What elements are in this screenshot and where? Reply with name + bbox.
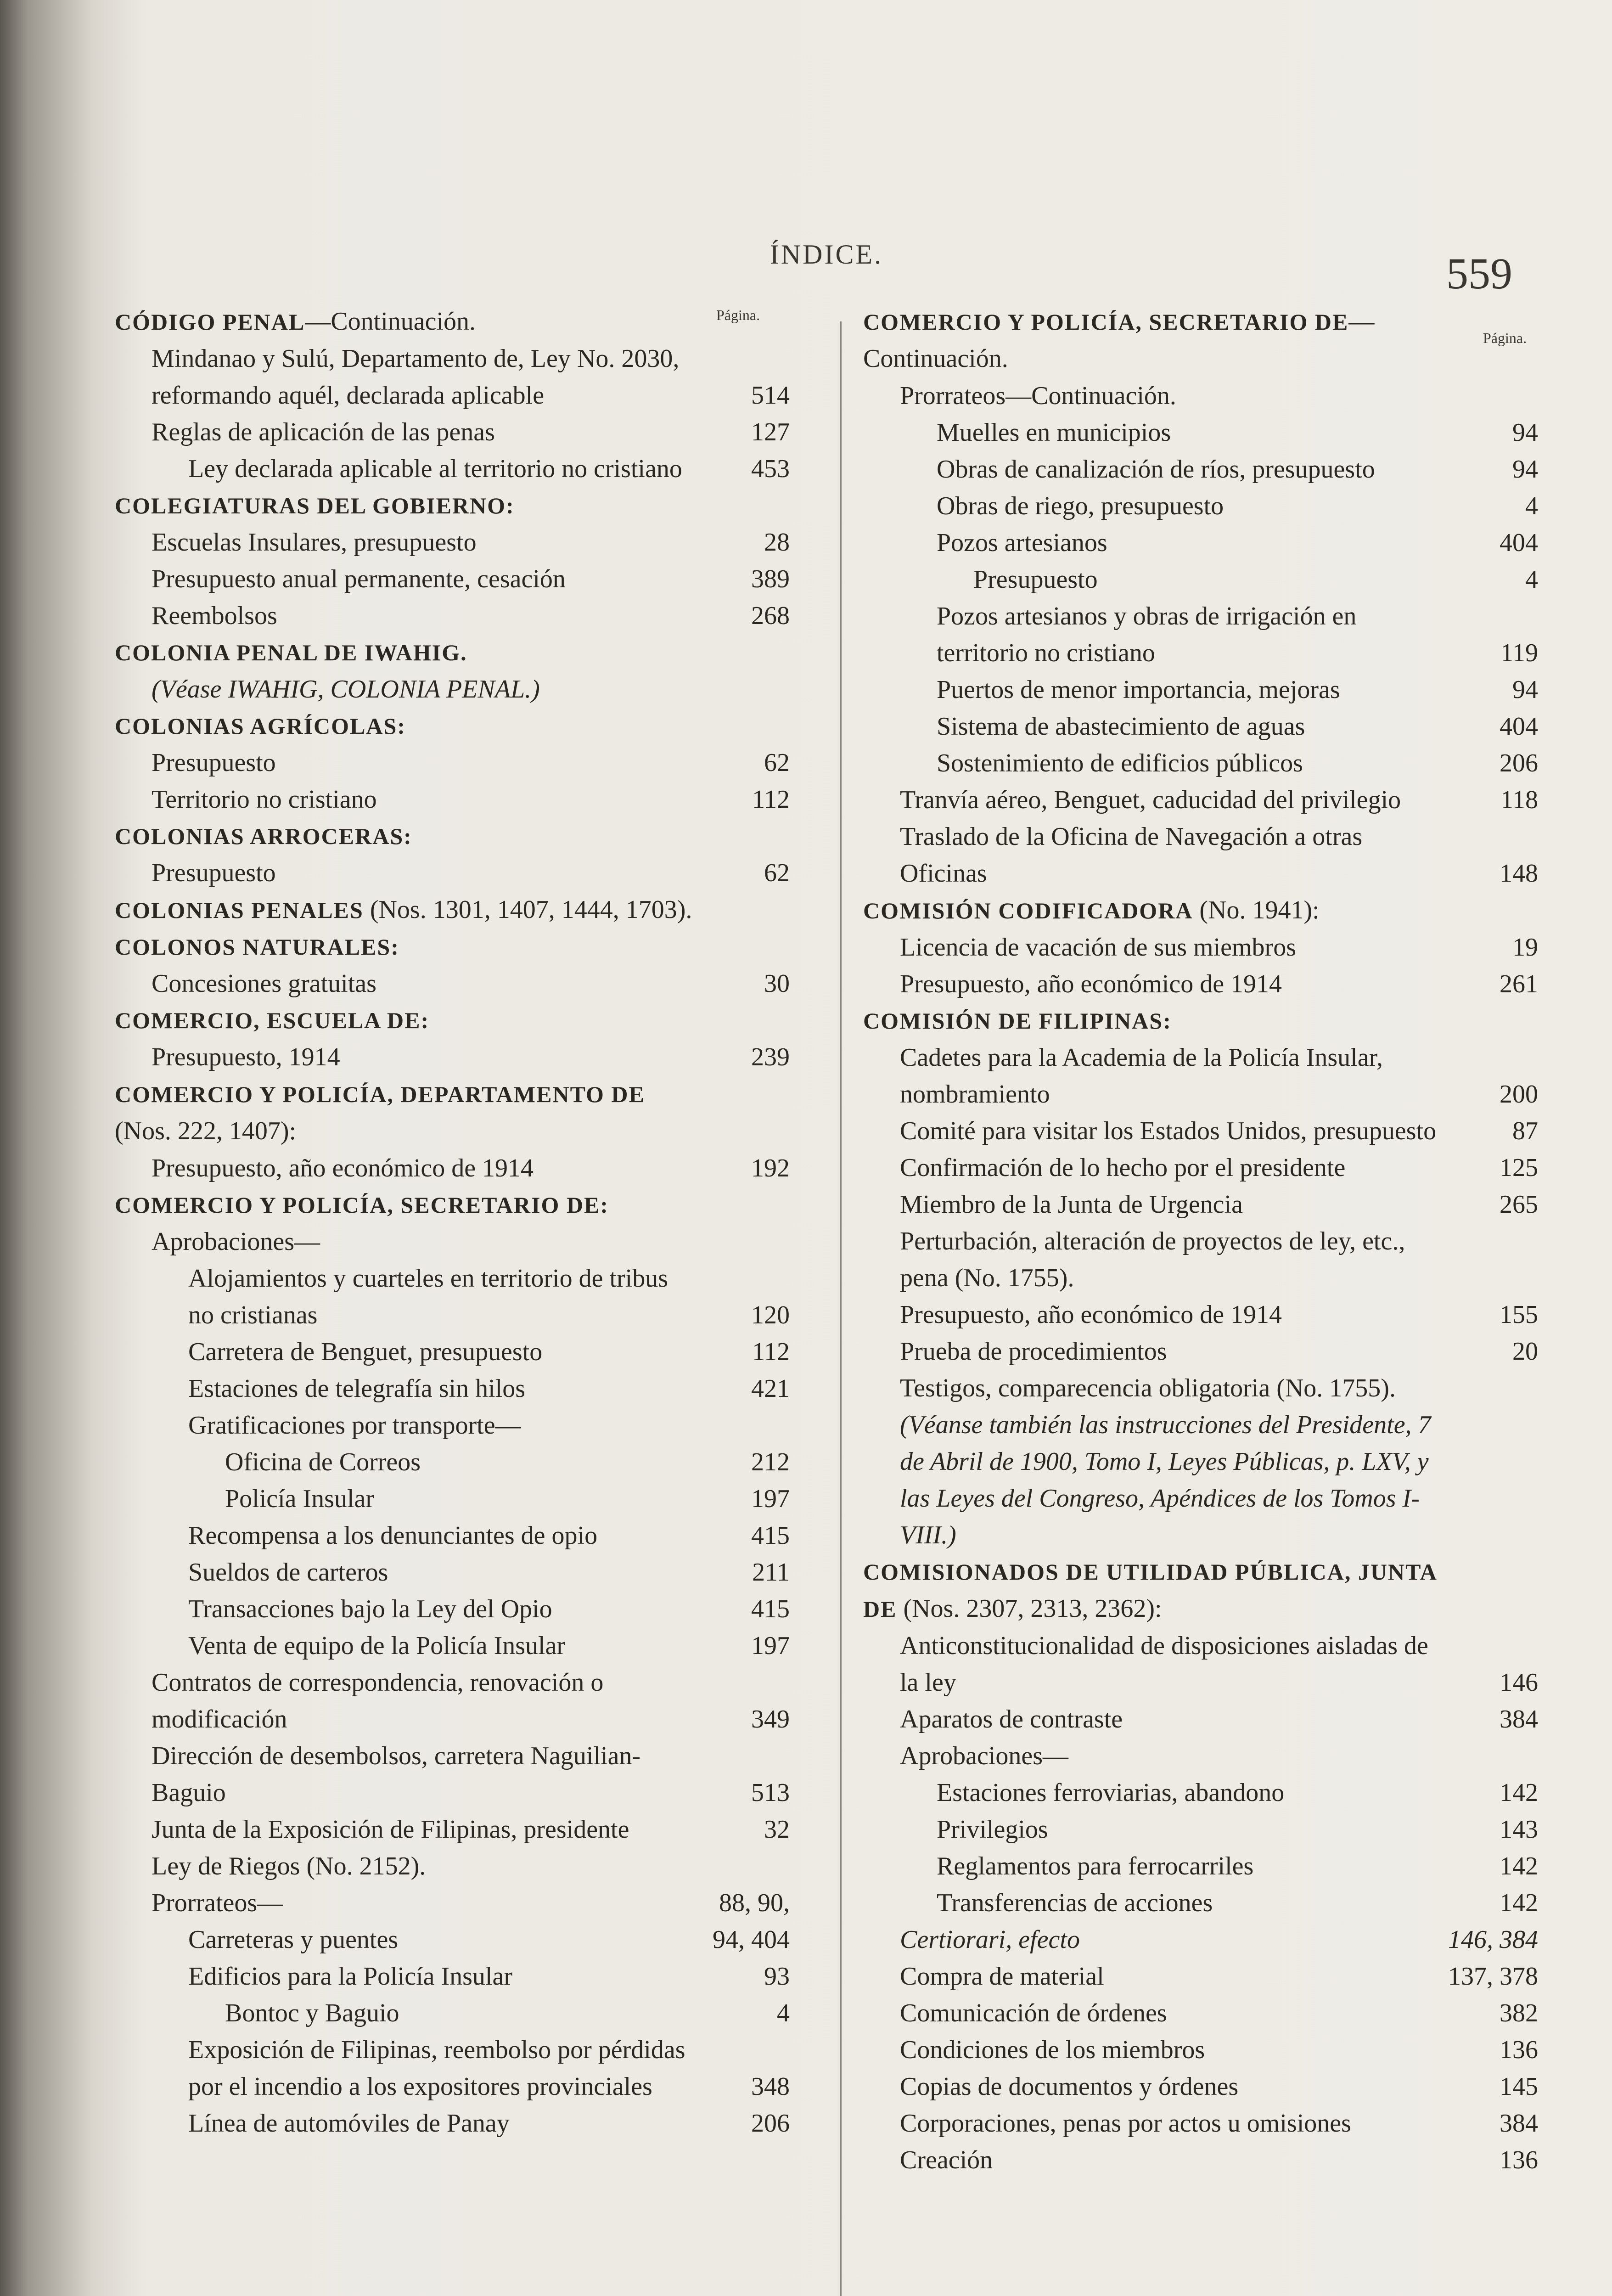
page-reference: 192 <box>751 1154 790 1182</box>
index-entry <box>863 1113 1538 1149</box>
index-entry <box>863 708 1538 745</box>
entry-text: Cadetes para la Academia de la Policía Insular, nombramiento <box>900 1043 1383 1109</box>
page-reference: 88, 90, 94, 404 <box>713 1889 790 1954</box>
index-entry <box>115 340 790 414</box>
entry-text: Carreteras y puentes <box>188 1925 399 1954</box>
index-heading <box>115 634 790 671</box>
entry-text: Estaciones ferroviarias, abandono <box>937 1778 1285 1807</box>
column-divider <box>840 321 842 2296</box>
index-entry <box>115 1591 790 1627</box>
entry-text: Corporaciones, penas por actos u omisiones <box>900 2109 1351 2138</box>
entry-text: Obras de riego, presupuesto <box>937 492 1224 520</box>
index-entry <box>863 1149 1538 1186</box>
left-column <box>115 303 790 2142</box>
index-heading <box>115 1075 790 1150</box>
page-reference: 197 <box>751 1632 790 1660</box>
entry-text: Junta de la Exposición de Filipinas, presidente <box>152 1815 629 1844</box>
index-entry <box>863 451 1538 488</box>
entry-text: Presupuesto <box>152 748 276 777</box>
index-entry <box>863 598 1538 671</box>
entry-text: Estaciones de telegrafía sin hilos <box>188 1374 525 1403</box>
index-entry <box>863 2032 1538 2068</box>
index-entry <box>115 1444 790 1480</box>
entry-text: Territorio no cristiano <box>152 785 377 814</box>
entry-text: Tranvía aéreo, Benguet, caducidad del privilegio <box>900 786 1401 814</box>
index-entry <box>115 414 790 450</box>
index-entry <box>863 1774 1538 1811</box>
page-reference: 261 <box>1500 970 1538 998</box>
entry-text: Certiorari, efecto <box>900 1925 1080 1954</box>
entry-text: Presupuesto, año económico de 1914 <box>900 970 1282 998</box>
page-reference: 197 <box>751 1485 790 1513</box>
index-entry <box>115 1039 790 1075</box>
entry-text: Presupuesto, año económico de 1914 <box>900 1300 1282 1329</box>
index-entry <box>863 1848 1538 1885</box>
page-reference: 146 <box>1500 1668 1538 1697</box>
page-reference: 206 <box>1500 749 1538 777</box>
index-heading <box>863 1553 1538 1627</box>
heading-detail: —Continuación. <box>863 307 1375 373</box>
entry-text: Comunicación de órdenes <box>900 1999 1167 2027</box>
entry-text: Puertos de menor importancia, mejoras <box>937 675 1340 704</box>
entry-text: Reembolsos <box>152 602 277 630</box>
page-reference: 118 <box>1500 786 1538 814</box>
entry-text: Muelles en municipios <box>937 418 1171 447</box>
entry-text: Copias de documentos y órdenes <box>900 2072 1239 2101</box>
index-entry <box>115 855 790 891</box>
heading-text: CÓDIGO PENAL <box>115 309 305 335</box>
index-entry <box>863 1701 1538 1738</box>
page-reference: 513 <box>751 1778 790 1807</box>
index-entry <box>863 1186 1538 1223</box>
heading-text: COMISIÓN DE FILIPINAS: <box>863 1008 1172 1034</box>
heading-text: COLONOS NATURALES: <box>115 934 399 960</box>
entry-text: Gratificaciones por transporte— <box>188 1411 521 1440</box>
entry-text: Presupuesto anual permanente, cesación <box>152 565 566 593</box>
heading-text: COMISIONADOS DE UTILIDAD PÚBLICA, JUNTA DE <box>863 1559 1437 1622</box>
index-heading <box>863 303 1538 377</box>
page-reference: 453 <box>751 455 790 483</box>
index-entry <box>863 1921 1538 1958</box>
page-reference: 239 <box>751 1043 790 1071</box>
index-entry <box>863 1885 1538 1921</box>
entry-text: Reglamentos para ferrocarriles <box>937 1852 1254 1880</box>
index-entry <box>863 2142 1538 2178</box>
heading-text: COMERCIO Y POLICÍA, SECRETARIO DE: <box>115 1192 609 1218</box>
index-entry <box>115 1885 790 1921</box>
page-reference: 155 <box>1500 1300 1538 1329</box>
index-entry <box>863 1039 1538 1113</box>
index-entry <box>115 1407 790 1444</box>
page-reference: 142 <box>1500 1778 1538 1807</box>
index-entry <box>115 671 790 708</box>
index-entry <box>115 597 790 634</box>
page-reference: 200 <box>1500 1080 1538 1109</box>
page-reference: 146, 384 <box>1448 1925 1538 1954</box>
page-reference: 384 <box>1500 2109 1538 2138</box>
page-reference: 382 <box>1500 1999 1538 2027</box>
page-reference: 19 <box>1512 933 1538 962</box>
index-entry <box>863 561 1538 598</box>
heading-detail: (Nos. 222, 1407): <box>115 1117 297 1145</box>
index-entry <box>115 1554 790 1591</box>
entry-text: Creación <box>900 2146 993 2174</box>
index-entry <box>115 1811 790 1848</box>
index-entry <box>115 1334 790 1370</box>
heading-text: COLONIAS ARROCERAS: <box>115 823 412 849</box>
heading-text: COMERCIO, ESCUELA DE: <box>115 1007 430 1033</box>
index-entry <box>863 1738 1538 1774</box>
index-entry <box>115 965 790 1002</box>
entry-text: Policía Insular <box>225 1485 375 1513</box>
entry-text: Sistema de abastecimiento de aguas <box>937 712 1305 741</box>
entry-text: Prorrateos—Continuación. <box>900 382 1176 410</box>
entry-text: Anticonstitucionalidad de disposiciones aisladas de la ley <box>900 1632 1428 1697</box>
page-reference: 384 <box>1500 1705 1538 1733</box>
index-heading <box>115 708 790 744</box>
page-reference: 415 <box>751 1595 790 1623</box>
index-entry <box>863 671 1538 708</box>
page-reference: 112 <box>752 785 790 814</box>
page-reference: 268 <box>751 602 790 630</box>
index-entry <box>863 488 1538 524</box>
heading-text: COLEGIATURAS DEL GOBIERNO: <box>115 493 515 518</box>
page-reference: 265 <box>1500 1190 1538 1219</box>
page-reference: 94 <box>1512 455 1538 484</box>
page-reference: 94 <box>1512 418 1538 447</box>
heading-detail: —Continuación. <box>305 307 476 336</box>
index-entry <box>115 781 790 818</box>
page-reference: 348 <box>751 2072 790 2101</box>
index-heading <box>115 487 790 524</box>
index-entry <box>863 377 1538 414</box>
index-heading <box>115 891 790 929</box>
left-page-label: Página. <box>716 307 760 323</box>
index-entry <box>115 2032 790 2105</box>
entry-text: Aprobaciones— <box>900 1742 1069 1770</box>
index-entry <box>863 2105 1538 2142</box>
index-entry <box>115 1223 790 1260</box>
index-entry <box>115 744 790 781</box>
index-entry <box>863 1627 1538 1701</box>
heading-text: COLONIAS AGRÍCOLAS: <box>115 713 406 739</box>
index-entry <box>863 1407 1538 1553</box>
index-entry <box>115 1627 790 1664</box>
index-entry <box>115 1260 790 1334</box>
index-entry <box>115 524 790 561</box>
entry-text: Pozos artesianos <box>937 529 1107 557</box>
entry-text: Recompensa a los denunciantes de opio <box>188 1521 598 1550</box>
entry-text: Compra de material <box>900 1962 1104 1991</box>
page-reference: 62 <box>764 859 790 887</box>
entry-text: Presupuesto, año económico de 1914 <box>152 1154 534 1182</box>
heading-detail: (Nos. 1301, 1407, 1444, 1703). <box>363 895 692 924</box>
page-reference: 62 <box>764 748 790 777</box>
entry-text: (Véanse también las instrucciones del Presidente, 7 de Abril de 1900, Tomo I, Leyes Públicas, p. LXV, y las Leyes del Congreso, Apéndices de los Tomos I-VIII.) <box>900 1411 1431 1549</box>
entry-text: Presupuesto, 1914 <box>152 1043 340 1071</box>
entry-text: Confirmación de lo hecho por el presidente <box>900 1154 1346 1182</box>
index-entry <box>115 450 790 487</box>
entry-text: Aprobaciones— <box>152 1227 320 1256</box>
index-entry <box>863 1811 1538 1848</box>
page-reference: 136 <box>1500 2036 1538 2064</box>
index-entry <box>115 1664 790 1738</box>
page-reference: 120 <box>751 1301 790 1329</box>
entry-text: Presupuesto <box>152 859 276 887</box>
right-column <box>863 303 1538 2178</box>
entry-text: (Véase IWAHIG, COLONIA PENAL.) <box>152 675 540 703</box>
index-heading <box>115 929 790 965</box>
index-entry <box>863 1223 1538 1296</box>
page-reference: 349 <box>751 1705 790 1733</box>
index-entry <box>863 2068 1538 2105</box>
entry-text: Sostenimiento de edificios públicos <box>937 749 1303 777</box>
page-reference: 212 <box>751 1448 790 1476</box>
page-reference: 4 <box>1525 565 1538 594</box>
entry-text: Oficina de Correos <box>225 1448 421 1476</box>
page-reference: 136 <box>1500 2146 1538 2174</box>
page-reference: 415 <box>751 1521 790 1550</box>
entry-text: Concesiones gratuitas <box>152 969 376 998</box>
page-reference: 389 <box>751 565 790 593</box>
page-reference: 404 <box>1500 712 1538 741</box>
index-entry <box>863 782 1538 818</box>
index-entry <box>863 524 1538 561</box>
entry-text: Exposición de Filipinas, reembolso por pérdidas por el incendio a los expositores provinciales <box>188 2036 685 2101</box>
heading-text: COMERCIO Y POLICÍA, DEPARTAMENTO DE <box>115 1081 645 1107</box>
entry-text: Mindanao y Sulú, Departamento de, Ley No. 2030, reformando aquél, declarada aplicable <box>152 344 680 410</box>
heading-text: COMERCIO Y POLICÍA, SECRETARIO DE <box>863 309 1349 335</box>
entry-text: Ley de Riegos (No. 2152). <box>152 1852 426 1880</box>
page-reference: 20 <box>1512 1337 1538 1366</box>
entry-text: Contratos de correspondencia, renovación o modificación <box>152 1668 604 1733</box>
index-entry <box>115 1517 790 1554</box>
page-reference: 125 <box>1500 1154 1538 1182</box>
page-reference: 137, 378 <box>1448 1962 1538 1991</box>
index-entry <box>863 818 1538 892</box>
index-entry <box>863 1333 1538 1370</box>
index-heading <box>863 1002 1538 1039</box>
page-reference: 4 <box>1525 492 1538 520</box>
page-reference: 404 <box>1500 529 1538 557</box>
index-entry <box>115 1738 790 1811</box>
page-reference: 30 <box>764 969 790 998</box>
index-entry <box>863 1958 1538 1995</box>
index-entry <box>863 1296 1538 1333</box>
index-heading <box>863 892 1538 929</box>
index-entry <box>863 929 1538 966</box>
page-reference: 514 <box>751 381 790 410</box>
page-reference: 142 <box>1500 1852 1538 1880</box>
entry-text: Testigos, comparecencia obligatoria (No. 1755). <box>900 1374 1396 1402</box>
entry-text: Línea de automóviles de Panay <box>188 2109 510 2138</box>
heading-text: COMISIÓN CODIFICADORA <box>863 898 1193 923</box>
index-entry <box>115 1480 790 1517</box>
page-reference: 4 <box>777 1999 790 2027</box>
index-heading <box>115 818 790 855</box>
heading-text: COLONIA PENAL DE IWAHIG. <box>115 640 467 665</box>
entry-text: Transacciones bajo la Ley del Opio <box>188 1595 552 1623</box>
entry-text: Sueldos de carteros <box>188 1558 388 1587</box>
index-heading <box>115 1187 790 1223</box>
index-entry <box>863 414 1538 451</box>
page-reference: 93 <box>764 1962 790 1991</box>
entry-text: Prueba de procedimientos <box>900 1337 1167 1366</box>
page-reference: 206 <box>751 2109 790 2138</box>
heading-detail: (Nos. 2307, 2313, 2362): <box>897 1594 1162 1623</box>
right-page-label: Página. <box>1483 330 1527 346</box>
page-reference: 142 <box>1500 1889 1538 1917</box>
entry-text: Ley declarada aplicable al territorio no cristiano <box>188 455 682 483</box>
index-heading <box>115 303 790 340</box>
entry-text: Aparatos de contraste <box>900 1705 1123 1733</box>
index-entry <box>863 1995 1538 2032</box>
page-reference: 87 <box>1512 1117 1538 1145</box>
entry-text: Traslado de la Oficina de Navegación a otras Oficinas <box>900 822 1363 888</box>
entry-text: Edificios para la Policía Insular <box>188 1962 512 1991</box>
page-number: 559 <box>1446 249 1512 298</box>
page-reference: 148 <box>1500 859 1538 888</box>
index-entry <box>115 2105 790 2142</box>
heading-detail: (No. 1941): <box>1193 896 1320 924</box>
entry-text: Venta de equipo de la Policía Insular <box>188 1632 566 1660</box>
page-reference: 421 <box>751 1374 790 1403</box>
page-reference: 119 <box>1500 639 1538 667</box>
page-reference: 127 <box>751 418 790 446</box>
index-entry <box>115 561 790 597</box>
page-reference: 112 <box>752 1338 790 1366</box>
entry-text: Privilegios <box>937 1815 1048 1844</box>
entry-text: Bontoc y Baguio <box>225 1999 399 2027</box>
index-entry <box>115 1370 790 1407</box>
entry-text: Obras de canalización de ríos, presupuesto <box>937 455 1375 484</box>
entry-text: Prorrateos— <box>152 1889 283 1917</box>
page-reference: 211 <box>752 1558 790 1587</box>
entry-text: Dirección de desembolsos, carretera Naguilian-Baguio <box>152 1742 641 1807</box>
entry-text: Comité para visitar los Estados Unidos, presupuesto <box>900 1117 1437 1145</box>
index-entry <box>115 1848 790 1885</box>
entry-text: Perturbación, alteración de proyectos de ley, etc., pena (No. 1755). <box>900 1227 1405 1292</box>
index-entry <box>863 1370 1538 1407</box>
page-title: ÍNDICE. <box>769 239 883 270</box>
page-reference: 145 <box>1500 2072 1538 2101</box>
entry-text: Presupuesto <box>973 565 1098 594</box>
entry-text: Carretera de Benguet, presupuesto <box>188 1338 543 1366</box>
heading-text: COLONIAS PENALES <box>115 897 364 923</box>
entry-text: Miembro de la Junta de Urgencia <box>900 1190 1243 1219</box>
entry-text: Alojamientos y cuarteles en territorio de tribus no cristianas <box>188 1264 668 1329</box>
index-entry <box>863 966 1538 1002</box>
entry-text: Reglas de aplicación de las penas <box>152 418 495 446</box>
page-reference: 28 <box>764 528 790 557</box>
entry-text: Transferencias de acciones <box>937 1889 1213 1917</box>
entry-text: Condiciones de los miembros <box>900 2036 1205 2064</box>
entry-text: Pozos artesianos y obras de irrigación en territorio no cristiano <box>937 602 1357 667</box>
index-entry <box>115 1958 790 1995</box>
entry-text: Licencia de vacación de sus miembros <box>900 933 1296 962</box>
index-entry <box>863 745 1538 782</box>
entry-text: Escuelas Insulares, presupuesto <box>152 528 477 557</box>
index-entry <box>115 1995 790 2032</box>
index-heading <box>115 1002 790 1039</box>
page-reference: 94 <box>1512 675 1538 704</box>
page-reference: 32 <box>764 1815 790 1844</box>
index-entry <box>115 1150 790 1187</box>
page-reference: 143 <box>1500 1815 1538 1844</box>
